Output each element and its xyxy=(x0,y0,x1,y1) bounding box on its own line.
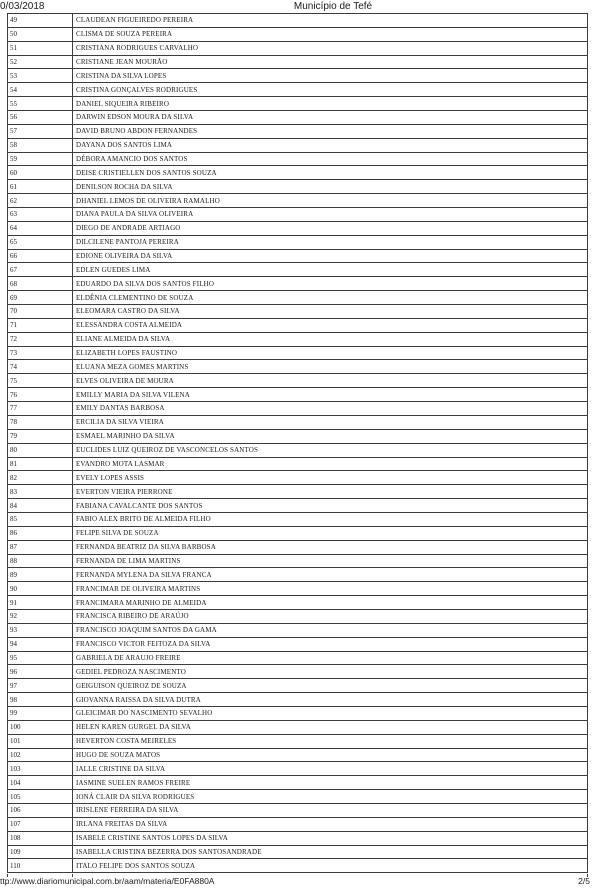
row-name: ISABELE CRISTINE SANTOS LOPES DA SILVA xyxy=(76,834,229,843)
row-number: 105 xyxy=(8,790,73,803)
row-number: 56 xyxy=(8,111,73,124)
table-row xyxy=(8,28,587,42)
row-number: 90 xyxy=(8,582,73,595)
row-name: FERNANDA MYLENA DA SILVA FRANCA xyxy=(76,570,212,579)
table-row xyxy=(8,374,587,388)
row-name: ESMAEL MARINHO DA SILVA xyxy=(76,432,175,441)
row-number: 81 xyxy=(8,458,73,471)
row-name: ELVES OLIVEIRA DE MOURA xyxy=(76,376,174,385)
row-name: GLEICIMAR DO NASCIMENTO SEVALHO xyxy=(76,709,213,718)
table-row xyxy=(8,665,587,679)
row-number: 100 xyxy=(8,721,73,734)
row-number: 66 xyxy=(8,250,73,263)
row-number: 63 xyxy=(8,208,73,221)
row-number: 61 xyxy=(8,180,73,193)
row-number: 93 xyxy=(8,624,73,637)
row-number: 68 xyxy=(8,277,73,290)
row-number: 108 xyxy=(8,832,73,845)
row-number: 64 xyxy=(8,222,73,235)
table-row xyxy=(8,652,587,666)
table-row xyxy=(8,541,587,555)
table-row xyxy=(8,693,587,707)
row-number: 54 xyxy=(8,83,73,96)
row-name: DAYANA DOS SANTOS LIMA xyxy=(76,141,173,150)
row-name: EUCLIDES LUIZ QUEIROZ DE VASCONCELOS SANTOS xyxy=(76,446,259,455)
table-row xyxy=(8,859,587,873)
row-number: 86 xyxy=(8,527,73,540)
table-row xyxy=(8,582,587,596)
table-row xyxy=(8,291,587,305)
row-name: FRANCIMARA MARINHO DE ALMEIDA xyxy=(76,598,207,607)
row-name: EMILLY MARIA DA SILVA VILENA xyxy=(76,390,190,399)
table-row xyxy=(8,208,587,222)
row-name: CRISTINA GONÇALVES RODRIGUES xyxy=(76,85,198,94)
row-number: 83 xyxy=(8,485,73,498)
table-row xyxy=(8,305,587,319)
table-row xyxy=(8,776,587,790)
row-name: ELDÊNIA CLEMENTINO DE SOUZA xyxy=(76,293,194,302)
row-name: CLISMA DE SOUZA PEREIRA xyxy=(76,30,173,39)
table-row xyxy=(8,458,587,472)
row-name: IRISLENE FERREIRA DA SILVA xyxy=(76,806,179,815)
table-row xyxy=(8,527,587,541)
row-name: ERCILIA DA SILVA VIEIRA xyxy=(76,418,164,427)
row-number: 94 xyxy=(8,638,73,651)
row-number: 80 xyxy=(8,444,73,457)
table-row xyxy=(8,846,587,860)
row-name: EVANDRO MOTA LASMAR xyxy=(76,459,165,468)
row-name: DIANA PAULA DA SILVA OLIVEIRA xyxy=(76,210,194,219)
row-name: DANIEL SIQUEIRA RIBEIRO xyxy=(76,99,170,108)
table-row xyxy=(8,139,587,153)
row-name: DIEGO DE ANDRADE ARTIAGO xyxy=(76,224,181,233)
row-number: 107 xyxy=(8,818,73,831)
row-number: 65 xyxy=(8,236,73,249)
row-name: ELESSANDRA COSTA ALMEIDA xyxy=(76,321,183,330)
row-number: 84 xyxy=(8,499,73,512)
row-name: IRLANA FREITAS DA SILVA xyxy=(76,820,168,829)
row-number: 92 xyxy=(8,610,73,623)
table-row xyxy=(8,194,587,208)
row-number: 62 xyxy=(8,194,73,207)
table-row xyxy=(8,610,587,624)
row-number: 69 xyxy=(8,291,73,304)
row-number: 79 xyxy=(8,430,73,443)
row-name: EVERTON VIEIRA PIERRONE xyxy=(76,487,173,496)
names-table xyxy=(7,13,588,873)
row-number: 70 xyxy=(8,305,73,318)
row-number: 74 xyxy=(8,360,73,373)
row-number: 87 xyxy=(8,541,73,554)
row-name: FRANCISCA RIBEIRO DE ARAÚJO xyxy=(76,612,189,621)
row-name: FRANCISCO JOAQUIM SANTOS DA GAMA xyxy=(76,626,217,635)
table-row xyxy=(8,153,587,167)
table-row xyxy=(8,735,587,749)
table-row xyxy=(8,416,587,430)
row-number: 106 xyxy=(8,804,73,817)
table-row xyxy=(8,762,587,776)
table-row xyxy=(8,471,587,485)
row-name: DHANIEL LEMOS DE OLIVEIRA RAMALHO xyxy=(76,196,220,205)
row-name: ISABELLA CRISTINA BEZERRA DOS SANTOSANDRADE xyxy=(76,847,262,856)
table-row xyxy=(8,596,587,610)
row-number: 72 xyxy=(8,333,73,346)
row-name: IASMINE SUELEN RAMOS FREIRE xyxy=(76,778,191,787)
row-name: FRANCIMAR DE OLIVEIRA MARTINS xyxy=(76,584,201,593)
row-name: GIOVANNA RAISSA DA SILVA DUTRA xyxy=(76,695,201,704)
table-row xyxy=(8,166,587,180)
row-number: 58 xyxy=(8,139,73,152)
table-row xyxy=(8,277,587,291)
row-name: ELEOMARA CASTRO DA SILVA xyxy=(76,307,180,316)
document-title: Município de Tefé xyxy=(293,1,373,12)
table-row xyxy=(8,42,587,56)
row-number: 57 xyxy=(8,125,73,138)
row-name: DILCILENE PANTOJA PEREIRA xyxy=(76,238,179,247)
row-number: 98 xyxy=(8,693,73,706)
row-name: FELIPE SILVA DE SOUZA xyxy=(76,529,159,538)
table-row xyxy=(8,679,587,693)
table-row xyxy=(8,250,587,264)
row-name: FABIANA CAVALCANTE DOS SANTOS xyxy=(76,501,203,510)
table-row xyxy=(8,388,587,402)
row-number: 104 xyxy=(8,776,73,789)
row-name: HELEN KAREN GURGEL DA SILVA xyxy=(76,723,192,732)
table-row xyxy=(8,222,587,236)
row-number: 49 xyxy=(8,14,73,27)
table-row xyxy=(8,111,587,125)
table-row xyxy=(8,83,587,97)
row-number: 52 xyxy=(8,56,73,69)
table-row xyxy=(8,125,587,139)
table-row xyxy=(8,319,587,333)
row-number: 50 xyxy=(8,28,73,41)
row-number: 51 xyxy=(8,42,73,55)
table-row xyxy=(8,14,587,28)
row-number: 85 xyxy=(8,513,73,526)
table-row xyxy=(8,749,587,763)
row-number: 59 xyxy=(8,153,73,166)
table-row xyxy=(8,638,587,652)
row-name: FERNANDA BEATRIZ DA SILVA BARBOSA xyxy=(76,543,216,552)
table-row xyxy=(8,485,587,499)
table-row xyxy=(8,347,587,361)
row-name: FERNANDA DE LIMA MARTINS xyxy=(76,556,181,565)
row-name: DEISE CRISTIELLEN DOS SANTOS SOUZA xyxy=(76,168,217,177)
table-row xyxy=(8,804,587,818)
table-row xyxy=(8,430,587,444)
table-row xyxy=(8,69,587,83)
table-row xyxy=(8,180,587,194)
table-row xyxy=(8,624,587,638)
table-row xyxy=(8,56,587,70)
row-name: GEIGUISON QUEIROZ DE SOUZA xyxy=(76,681,187,690)
row-name: HUGO DE SOUZA MATOS xyxy=(76,750,161,759)
row-name: GEDIEL PEDROZA NASCIMENTO xyxy=(76,667,186,676)
row-number: 55 xyxy=(8,97,73,110)
row-name: FABIO ALEX BRITO DE ALMEIDA FILHO xyxy=(76,515,211,524)
row-number: 73 xyxy=(8,347,73,360)
table-row xyxy=(8,790,587,804)
row-name: CRISTIANA RODRIGUES CARVALHO xyxy=(76,44,199,53)
row-number: 78 xyxy=(8,416,73,429)
row-name: EMILY DANTAS BARBOSA xyxy=(76,404,165,413)
row-number: 71 xyxy=(8,319,73,332)
row-number: 89 xyxy=(8,568,73,581)
table-row xyxy=(8,499,587,513)
table-row xyxy=(8,333,587,347)
page-number: 2/5 xyxy=(578,876,590,886)
row-number: 103 xyxy=(8,762,73,775)
table-row xyxy=(8,818,587,832)
row-name: EVELY LOPES ASSIS xyxy=(76,473,145,482)
table-row xyxy=(8,97,587,111)
row-name: GABRIELA DE ARAUJO FREIRE xyxy=(76,653,181,662)
row-number: 101 xyxy=(8,735,73,748)
row-number: 96 xyxy=(8,665,73,678)
row-number: 77 xyxy=(8,402,73,415)
table-row xyxy=(8,360,587,374)
row-number: 91 xyxy=(8,596,73,609)
row-name: ELUANA MEZA GOMES MARTINS xyxy=(76,362,189,371)
table-row xyxy=(8,402,587,416)
row-name: IONÁ CLAIR DA SILVA RODRIGUES xyxy=(76,792,195,801)
table-row xyxy=(8,263,587,277)
row-name: DÉBORA AMANCIO DOS SANTOS xyxy=(76,155,188,164)
row-name: EDIONE OLIVEIRA DA SILVA xyxy=(76,252,173,261)
table-row xyxy=(8,832,587,846)
row-number: 67 xyxy=(8,263,73,276)
row-number: 75 xyxy=(8,374,73,387)
row-name: ELIZABETH LOPES FAUSTINO xyxy=(76,349,178,358)
row-name: ITALO FELIPE DOS SANTOS SOUZA xyxy=(76,861,196,870)
row-number: 102 xyxy=(8,749,73,762)
row-number: 99 xyxy=(8,707,73,720)
row-name: CRISTINA DA SILVA LOPES xyxy=(76,71,167,80)
row-name: DARWIN EDSON MOURA DA SILVA xyxy=(76,113,194,122)
row-name: DAVID BRUNO ABDON FERNANDES xyxy=(76,127,198,136)
row-name: IALLE CRISTINE DA SILVA xyxy=(76,764,166,773)
footer-url: ttp://www.diariomunicipal.com.br/aam/materia/E0FA880A xyxy=(0,876,215,886)
row-number: 97 xyxy=(8,679,73,692)
table-row xyxy=(8,444,587,458)
table-row xyxy=(8,568,587,582)
row-name: HEVERTON COSTA MEIRELES xyxy=(76,737,177,746)
row-number: 53 xyxy=(8,69,73,82)
table-row xyxy=(8,721,587,735)
document-date: 0/03/2018 xyxy=(0,1,45,12)
row-name: DENILSON ROCHA DA SILVA xyxy=(76,182,173,191)
table-row xyxy=(8,513,587,527)
row-number: 82 xyxy=(8,471,73,484)
row-name: EDLEN GUEDES LIMA xyxy=(76,265,151,274)
row-name: CLAUDEAN FIGUEIREDO PEREIRA xyxy=(76,16,194,25)
table-row xyxy=(8,707,587,721)
row-name: CRISTIANE JEAN MOURÃO xyxy=(76,58,168,66)
row-name: EDUARDO DA SILVA DOS SANTOS FILHO xyxy=(76,279,215,288)
table-row xyxy=(8,555,587,569)
row-number: 76 xyxy=(8,388,73,401)
row-number: 60 xyxy=(8,166,73,179)
row-name: FRANCISCO VICTOR FEITOZA DA SILVA xyxy=(76,640,211,649)
row-number: 110 xyxy=(8,859,73,872)
row-number: 109 xyxy=(8,846,73,859)
row-name: ELIANE ALMEIDA DA SILVA xyxy=(76,335,171,344)
row-number: 88 xyxy=(8,555,73,568)
table-row xyxy=(8,236,587,250)
row-number: 95 xyxy=(8,652,73,665)
